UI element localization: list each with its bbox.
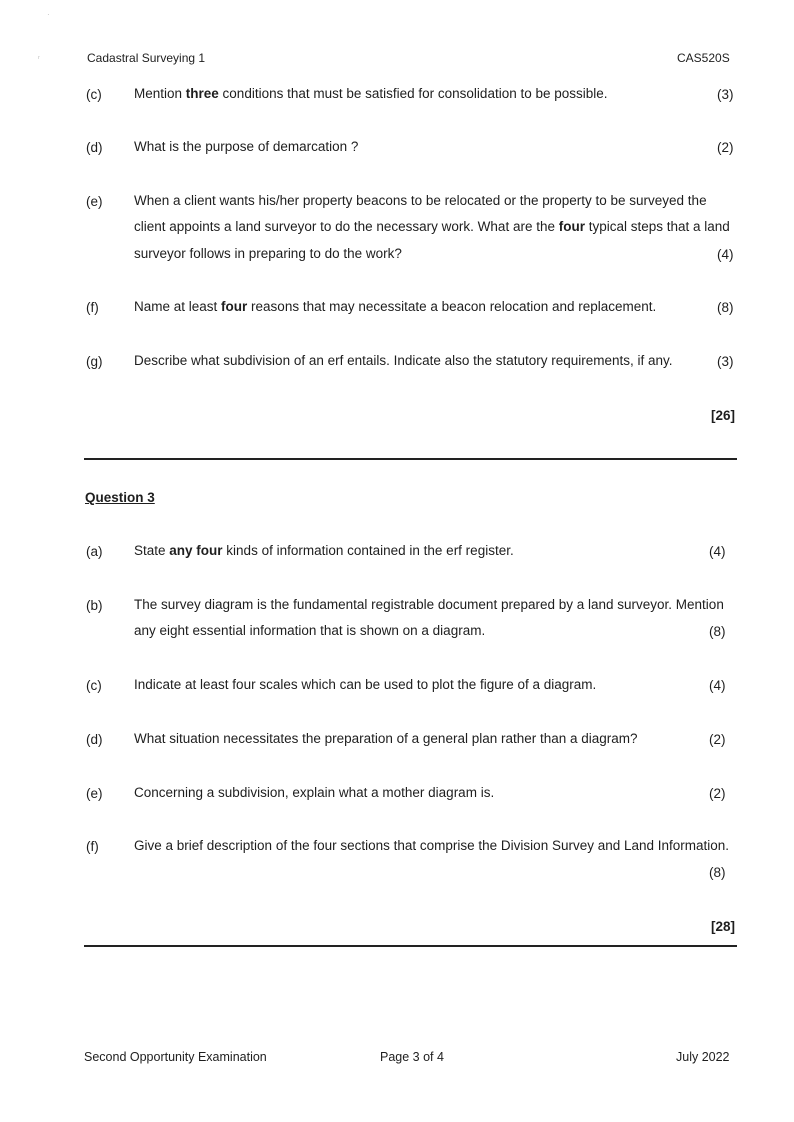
footer-date: July 2022 <box>676 1050 730 1064</box>
question-text: client appoints a land surveyor to do the necessary work. What are the four typical steps that a land <box>134 219 730 234</box>
section-total: [26] <box>710 408 735 423</box>
item-label: (d) <box>86 732 103 747</box>
question-text: Indicate at least four scales which can be used to plot the figure of a diagram. <box>134 677 597 692</box>
footer-page-number: Page 3 of 4 <box>380 1050 444 1064</box>
item-label: (g) <box>86 354 103 369</box>
question-text: What situation necessitates the preparation of a general plan rather than a diagram? <box>134 731 638 746</box>
item-label: (c) <box>86 87 102 102</box>
question-text: surveyor follows in preparing to do the work? <box>134 246 402 261</box>
marks: (3) <box>717 87 734 102</box>
question-text: Give a brief description of the four sections that comprise the Division Survey and Land Information. <box>134 838 730 853</box>
marks: (2) <box>709 786 726 801</box>
question-text: Describe what subdivision of an erf entails. Indicate also the statutory requirements, if any. <box>134 353 673 368</box>
marks: (3) <box>717 354 734 369</box>
marks: (4) <box>717 247 734 262</box>
item-label: (f) <box>86 300 99 315</box>
item-label: (e) <box>86 786 103 801</box>
scan-speck: ʳ <box>38 54 40 63</box>
marks: (2) <box>709 732 726 747</box>
marks: (4) <box>709 544 726 559</box>
question-text: State any four kinds of information contained in the erf register. <box>134 543 514 558</box>
marks: (2) <box>717 140 734 155</box>
question-text: Mention three conditions that must be satisfied for consolidation to be possible. <box>134 86 608 101</box>
item-label: (b) <box>86 598 103 613</box>
question-text: What is the purpose of demarcation ? <box>134 139 359 154</box>
item-label: (a) <box>86 544 103 559</box>
item-label: (d) <box>86 140 103 155</box>
marks: (8) <box>717 300 734 315</box>
question-text: The survey diagram is the fundamental registrable document prepared by a land surveyor. Mention <box>134 597 724 612</box>
marks: (8) <box>709 865 726 880</box>
item-label: (f) <box>86 839 99 854</box>
marks: (8) <box>709 624 726 639</box>
question-text: any eight essential information that is shown on a diagram. <box>134 623 486 638</box>
item-label: (c) <box>86 678 102 693</box>
question-heading: Question 3 <box>85 490 155 505</box>
divider <box>84 945 737 947</box>
course-title: Cadastral Surveying 1 <box>87 51 206 65</box>
question-text: Name at least four reasons that may necessitate a beacon relocation and replacement. <box>134 299 657 314</box>
question-text: When a client wants his/her property beacons to be relocated or the property to be surveyed the <box>134 193 707 208</box>
question-total: [28] <box>710 919 735 934</box>
scan-speck: · <box>47 10 50 19</box>
item-label: (e) <box>86 194 103 209</box>
question-text: Concerning a subdivision, explain what a mother diagram is. <box>134 785 495 800</box>
marks: (4) <box>709 678 726 693</box>
course-code: CAS520S <box>677 51 730 65</box>
footer-exam: Second Opportunity Examination <box>84 1050 267 1064</box>
divider <box>84 458 737 460</box>
